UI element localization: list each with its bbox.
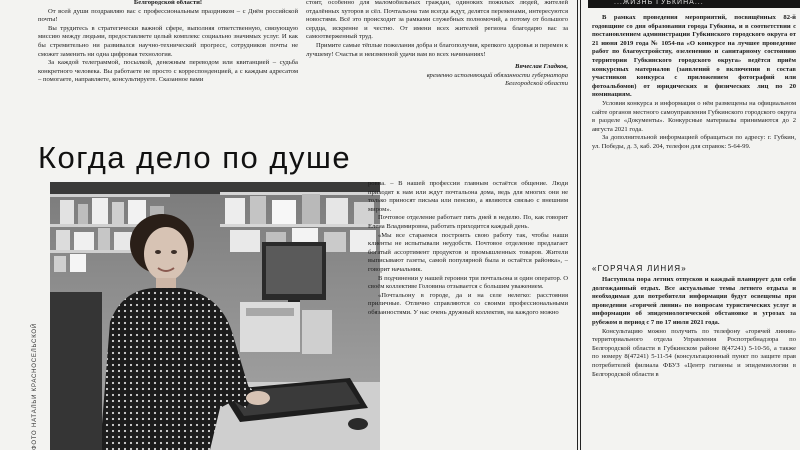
signature-region: Белгородской области: [505, 80, 568, 88]
signature-name: Вячеслав Гладков,: [515, 63, 568, 71]
hotline-text: [592, 276, 796, 450]
greeting-paragraph: Вы трудитесь в стратегически важной сфере, выполняя ответственную, связующую миссию между людьми, предоставляете целый комплекс социально значимых услуг. И как бы стремительно ни развивался научно-технический прогресс, сотрудников почты не сможет заменить ни одна цифровая технология.: [38, 24, 298, 58]
article-paragraph: «Почтальону в городе, да и на селе нелегко: расстояния приличные. Отлично справляются со своими профессиональными обязанностями. У нас очень дружный коллектив, на каждого можно: [368, 291, 568, 316]
photo-credit: ФОТО НАТАЛЬИ КРАСНОСЕЛЬСКОЙ: [32, 323, 38, 450]
article-headline: Когда дело по душе: [38, 140, 352, 175]
column-divider: [577, 0, 578, 450]
article-body: [368, 180, 568, 450]
announcement-paragraph: В рамках проведения мероприятий, посвящённых 82-й годовщине со дня образования города Губкина, и в соответствии с постановлением администрации Губкинского городского округа от 21 июня 2019 года № 1054-па «О конкурсе на лучшее проведение работ по благоустройству, озеленению и санитарному состоянию территории Губкинского городского округа» ведётся приём конкурсных материалов (заявлений о включении в состав участников конкурса с приложением фотографий или фотоальбомов) от юридических и физических лиц по 20 номинациям.: [592, 14, 796, 99]
announcement-paragraph: Условия конкурса и информация о нём размещены на официальном сайте органов местного самоуправления Губкинского городского округа в разделе «Документы». Конкурсные материалы принимаются до 2 августа 2021 года.: [592, 99, 796, 133]
section-band-label: ...ЖИЗНЬ ГУБКИНА...: [614, 0, 704, 6]
article-photo: [50, 182, 380, 450]
column-divider: [580, 0, 581, 450]
greeting-column-2: [306, 0, 568, 135]
article-paragraph: Почтовое отделение работает пять дней в неделю. По, как говорит Елена Владимировна, работать приходится каждый день.: [368, 214, 568, 230]
contest-announcement: [592, 14, 796, 260]
greeting-column-1: [38, 0, 298, 135]
greeting-paragraph: За каждой телеграммой, посылкой, денежным переводом или квитанцией – судьба конкретного человека. Вы работаете не просто с корреспонденцией, а с каждым адресатом – помогаете, направляете, консультируете. Сказанное вами: [38, 59, 298, 84]
greeting-paragraph: стоит, особенно для маломобильных граждан, одиноких пожилых людей, жителей отдалённых хуторов и сёл. Почтальона там всегда ждут, делятся переменами, интересуются новостями. Всё это происходит за рамками служебных полномочий, а потому от большого сердца, искренне и честно. От имени всех жителей региона благодарю вас за самоотверженный труд.: [306, 0, 568, 41]
hotline-title: «ГОРЯЧАЯ ЛИНИЯ»: [592, 264, 687, 273]
article-paragraph: ровна. – В нашей профессии главным остаётся общение. Люди приходят к нам или ждут почтальона дома, ведь для многих они не только приносят письма или пенсию, а являются связью с внешним миром».: [368, 180, 568, 213]
greeting-paragraph: От всей души поздравляю вас с профессиональным праздником – с Днём российской почты!: [38, 7, 298, 24]
section-band: [588, 0, 800, 8]
greeting-paragraph: Примите самые тёплые пожелания добра и благополучия, крепкого здоровья и перемен к лучшему! Счастья и неизменной удачи вам во всех начинаниях!: [306, 41, 568, 58]
signature-role: временно исполняющий обязанности губернатора: [426, 71, 568, 79]
article-paragraph: В подчинении у нашей героини три почтальона и один оператор. О своём коллективе Головина отзывается с большим уважением.: [368, 274, 568, 291]
hotline-paragraph: Консультацию можно получить по телефону «горячей линии» территориального отдела Управления Роспотребнадзора по Белгородской области в Губкинском районе 8(47241) 5-10-56, а также по номеру 8(47241) 5-11-54 (консультационный пункт по защите прав потребителей филиала ФБУЗ «Центр гигиены и эпидемиологии в Белгородской области в: [592, 327, 796, 378]
announcement-paragraph: За дополнительной информацией обращаться по адресу: г. Губкин, ул. Победы, д. 3, каб. 204, телефон для справок: 5-64-99.: [592, 134, 796, 150]
hotline-paragraph: Наступила пора летних отпусков и каждый планирует для себя долгожданный отдых. Все актуальные темы летнего отдыха и необходимая для потребителя информация будут освещены при проведении «горячей линии» по вопросам туристических услуг и информации об эпидемиологической обстановке и угрозах за рубежом в период с 7 по 17 июля 2021 года.: [592, 276, 796, 326]
greeting-address: Белгородской области!: [133, 0, 203, 6]
article-paragraph: «Мы все стараемся построить свою работу так, чтобы наши клиенты не испытывали неудобств. Почтовое отделение предлагает богатый ассортимент продуктов и промышленных товаров. Жители выписывают газеты, самой популярной была и остаётся районка», – говорит начальник.: [368, 231, 568, 273]
